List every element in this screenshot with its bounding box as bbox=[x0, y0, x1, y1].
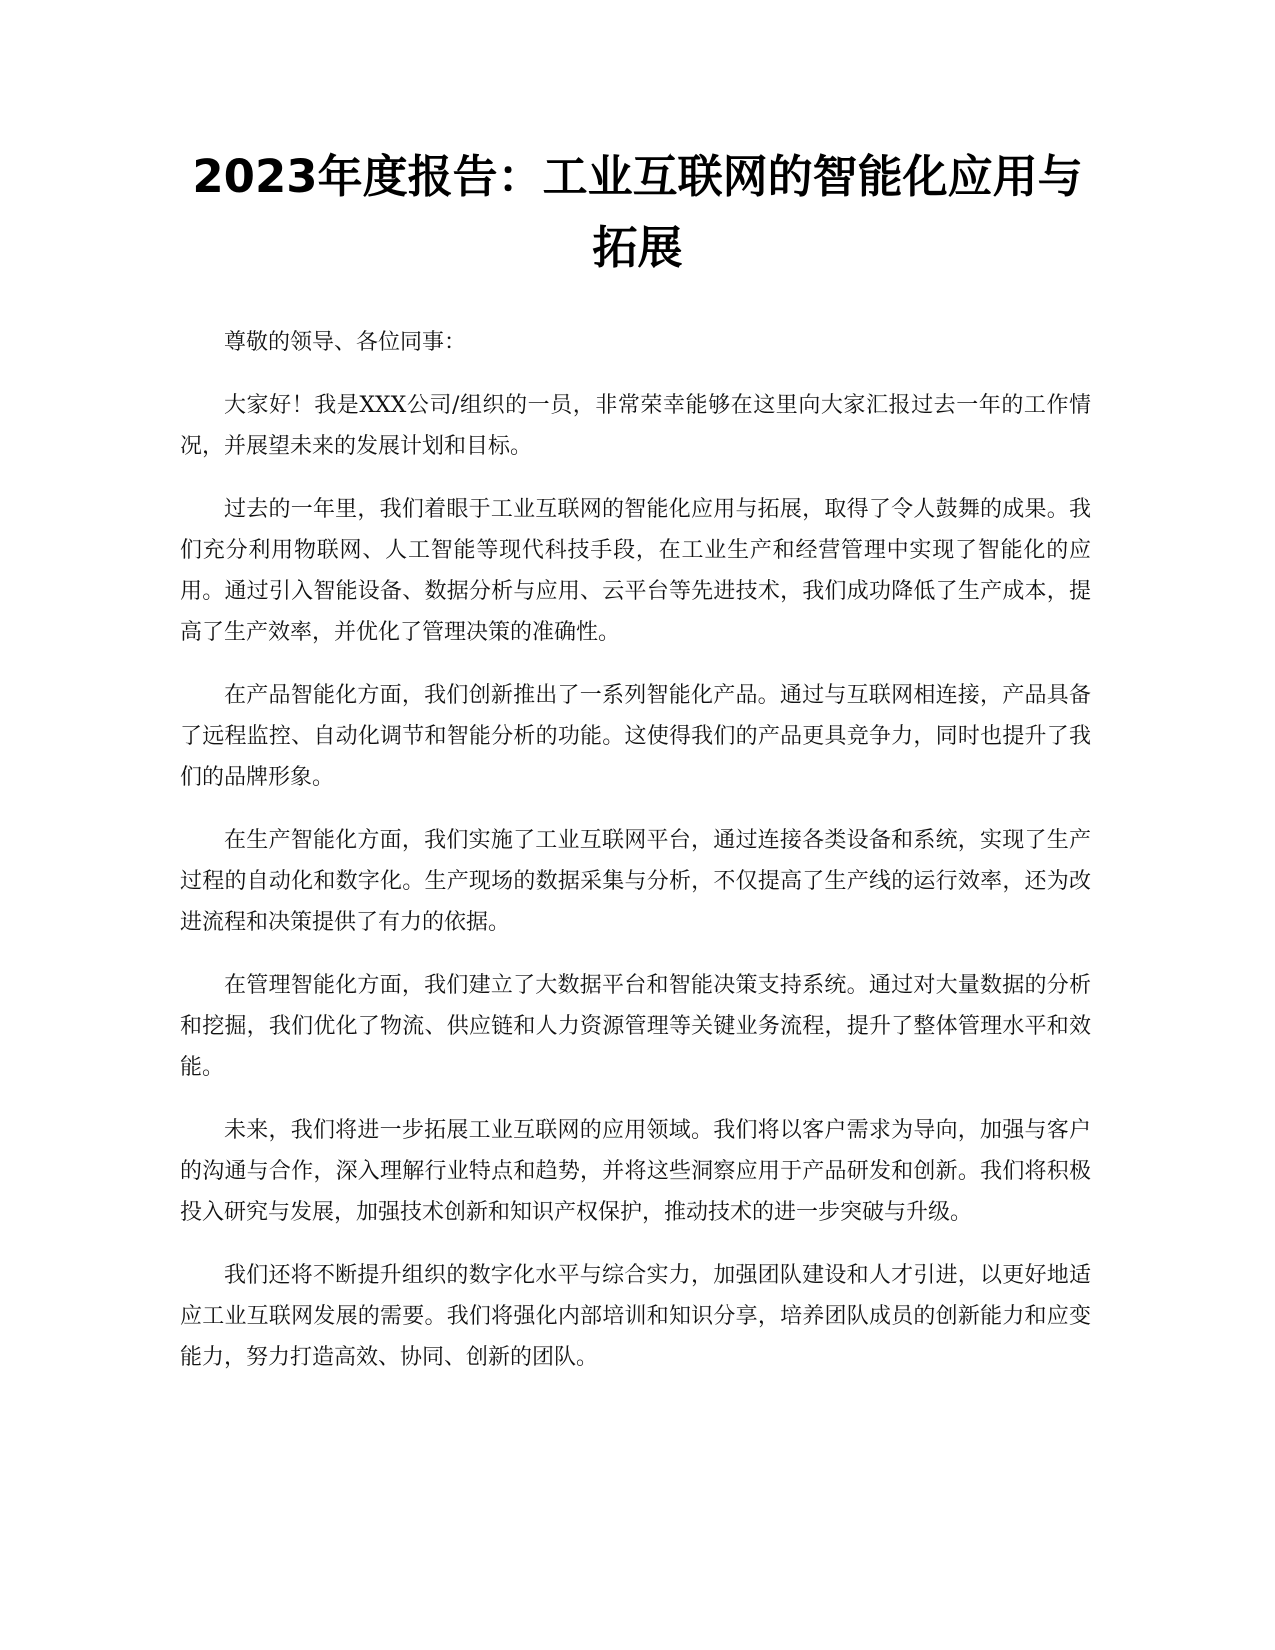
management-intelligence-paragraph: 在管理智能化方面，我们建立了大数据平台和智能决策支持系统。通过对大量数据的分析和挖掘，我们优化了物流、供应链和人力资源管理等关键业务流程，提升了整体管理水平和效能。 bbox=[180, 973, 1091, 1080]
production-intelligence-paragraph: 在生产智能化方面，我们实施了工业互联网平台，通过连接各类设备和系统，实现了生产过程的自动化和数字化。生产现场的数据采集与分析，不仅提高了生产线的运行效率，还为改进流程和决策提供了有力的依据。 bbox=[180, 828, 1091, 935]
document-title: 2023年度报告：工业互联网的智能化应用与拓展 bbox=[192, 150, 1083, 274]
document-body bbox=[180, 322, 1091, 1378]
future-plan-paragraph: 未来，我们将进一步拓展工业互联网的应用领域。我们将以客户需求为导向，加强与客户的沟通与合作，深入理解行业特点和趋势，并将这些洞察应用于产品研发和创新。我们将积极投入研究与发展，加强技术创新和知识产权保护，推动技术的进一步突破与升级。 bbox=[180, 1118, 1091, 1225]
past-year-paragraph: 过去的一年里，我们着眼于工业互联网的智能化应用与拓展，取得了令人鼓舞的成果。我们充分利用物联网、人工智能等现代科技手段，在工业生产和经营管理中实现了智能化的应用。通过引入智能设备、数据分析与应用、云平台等先进技术，我们成功降低了生产成本，提高了生产效率，并优化了管理决策的准确性。 bbox=[180, 497, 1091, 645]
salutation-paragraph: 尊敬的领导、各位同事： bbox=[224, 330, 467, 355]
greeting-paragraph: 大家好！我是XXX公司/组织的一员，非常荣幸能够在这里向大家汇报过去一年的工作情况，并展望未来的发展计划和目标。 bbox=[180, 393, 1091, 459]
team-development-paragraph: 我们还将不断提升组织的数字化水平与综合实力，加强团队建设和人才引进，以更好地适应工业互联网发展的需要。我们将强化内部培训和知识分享，培养团队成员的创新能力和应变能力，努力打造高效、协同、创新的团队。 bbox=[180, 1263, 1091, 1370]
product-intelligence-paragraph: 在产品智能化方面，我们创新推出了一系列智能化产品。通过与互联网相连接，产品具备了远程监控、自动化调节和智能分析的功能。这使得我们的产品更具竞争力，同时也提升了我们的品牌形象。 bbox=[180, 683, 1091, 790]
